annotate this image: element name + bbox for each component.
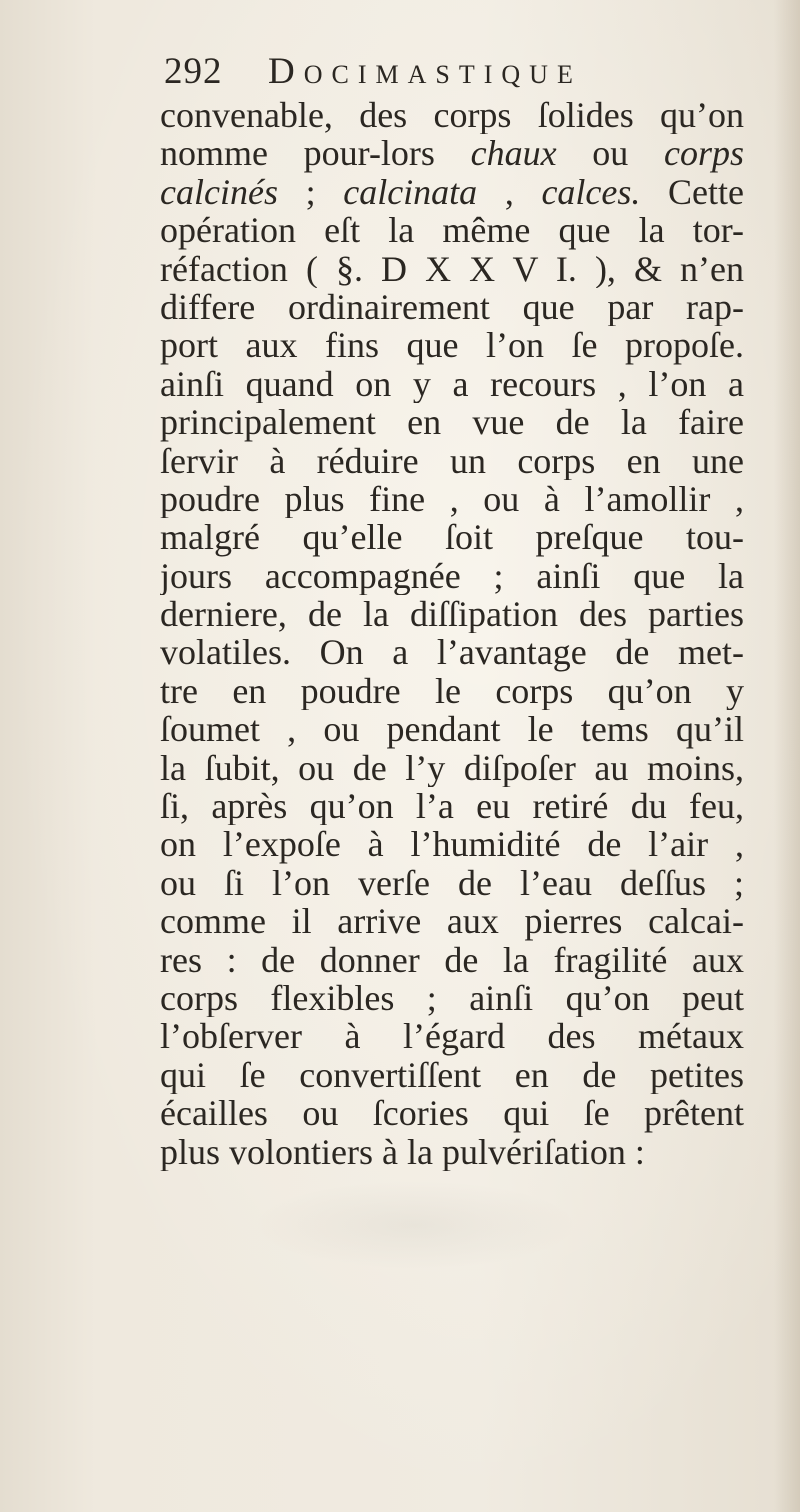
text-line-21: ou ſi l’on verſe de l’eau deſſus ; xyxy=(160,863,744,903)
text-line-19: ſi, après qu’on l’a eu retiré du feu, xyxy=(160,787,744,826)
text-line-7: port aux fins que l’on ſe propoſe. xyxy=(160,326,744,365)
text-line-20: on l’expoſe à l’humidité de l’air , xyxy=(160,825,744,864)
text-line-15: volatiles. On a l’avantage de met- xyxy=(160,633,744,672)
text-line-17: ſoumet , ou pendant le tems qu’il xyxy=(160,710,744,749)
italic-term: corps xyxy=(664,134,744,173)
italic-term: calces. xyxy=(541,172,641,212)
text-line-28: plus volontiers à la pulvériſation : xyxy=(160,1132,645,1171)
text-line-13: jours accompagnée ; ainſi que la xyxy=(160,556,744,596)
text-line-1: convenable, des corps ſolides qu’on xyxy=(160,96,744,135)
page-number: 292 xyxy=(164,51,223,92)
ink-bleed-through xyxy=(250,1180,580,1270)
text-line-8: ainſi quand on y a recours , l’on a xyxy=(160,364,744,404)
text-line-5: réfaction ( §. D X X V I. ), & n’en xyxy=(160,249,744,288)
italic-term: chaux xyxy=(470,134,557,173)
text-line-6: differe ordinairement que par rap- xyxy=(160,287,744,327)
text-line-3: calcinés ; calcinata , calces. Cette xyxy=(160,172,744,212)
spine-shadow xyxy=(774,0,800,1512)
text-line-26: qui ſe convertiſſent en de petites xyxy=(160,1055,744,1095)
italic-term: calcinés xyxy=(160,172,278,212)
running-title: Docimastique xyxy=(268,51,582,92)
text-line-25: l’obſerver à l’égard des métaux xyxy=(160,1017,744,1056)
text-line-18: la ſubit, ou de l’y diſpoſer au moins, xyxy=(160,748,744,788)
text-line-23: res : de donner de la fragilité aux xyxy=(160,940,744,979)
text-line-12: malgré qu’elle ſoit preſque tou- xyxy=(160,518,744,557)
italic-term: calcinata xyxy=(343,172,478,212)
text-line-2: nomme pour-lors chaux ou corps xyxy=(160,134,744,173)
text-line-10: ſervir à réduire un corps en une xyxy=(160,441,744,480)
text-line-27: écailles ou ſcories qui ſe prêtent xyxy=(160,1094,744,1133)
text-line-22: comme il arrive aux pierres calcai- xyxy=(160,902,744,941)
text-line-9: principalement en vue de la faire xyxy=(160,403,744,442)
text-line-16: tre en poudre le corps qu’on y xyxy=(160,671,744,711)
body-text xyxy=(160,96,744,1171)
text-line-24: corps flexibles ; ainſi qu’on peut xyxy=(160,978,744,1018)
running-head xyxy=(164,48,724,96)
text-line-4: opération eſt la même que la tor- xyxy=(160,211,744,250)
text-line-11: poudre plus fine , ou à l’amollir , xyxy=(160,479,744,519)
text-line-14: derniere, de la diſſipation des parties xyxy=(160,595,744,634)
